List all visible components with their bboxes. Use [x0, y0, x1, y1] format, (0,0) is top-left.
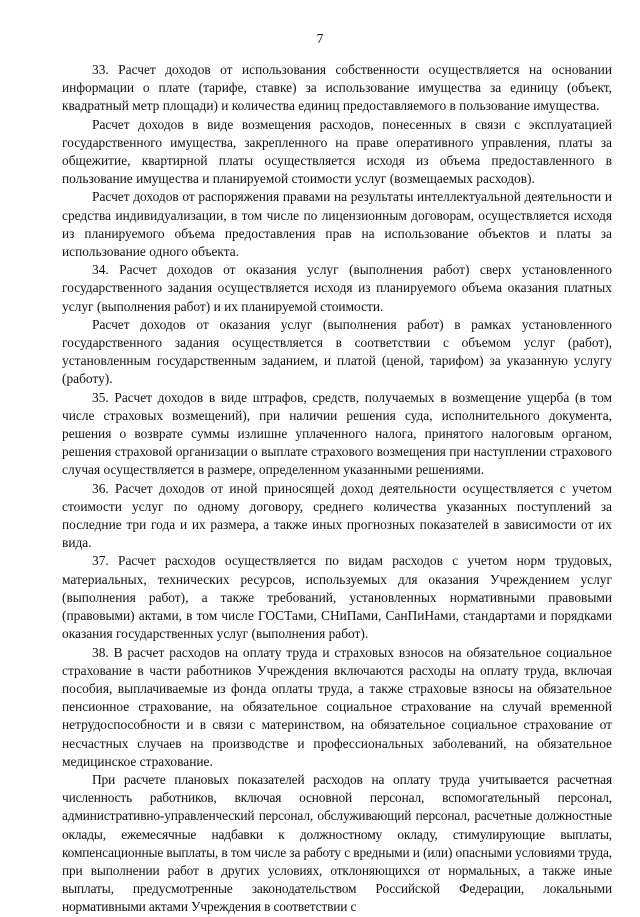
paragraph-38: 38. В расчет расходов на оплату труда и страховых взносов на обязательное социальное страхование в части работников Учреждения включаются расходы на оплату труда, включая пособия, выплачиваемые из фонда оплаты труда, а также страховые взносы на обязательное пенсионное страхование, на обязательное социальное страхование на случай временной нетрудоспособности и в связи с материнством, на обязательное социальное страхование от несчастных случаев на производстве и профессиональных заболеваний, на обязательное медицинское страхование.: [62, 644, 612, 769]
paragraph-payroll-planning: При расчете плановых показателей расходов на оплату труда учитывается расчетная численность работников, включая основной персонал, вспомогательный персонал, административно-управленческий персонал, обслуживающий персонал, расчетные должностные оклады, ежемесячные надбавки к должностному окладу, стимулирующие выплаты, компенсационные выплаты, в том числе за работу с вредными и (или) опасными условиями труда, при выполнении работ в других условиях, отклоняющихся от нормальных, а также иные выплаты, предусмотренные законодательством Российской Федерации, локальными нормативными актами Учреждения в соответствии с: [62, 771, 612, 915]
paragraph-34: 34. Расчет доходов от оказания услуг (выполнения работ) сверх установленного государственного задания осуществляется исходя из планируемого объема оказания платных услуг (выполнения работ) и их планируемой стоимости.: [62, 262, 612, 314]
paragraph-33: 33. Расчет доходов от использования собственности осуществляется на основании информации о плате (тарифе, ставке) за использование имущества за единицу (объект, квадратный метр площади) и количества единиц предоставляемого в пользование имущества.: [62, 62, 612, 114]
document-body: [62, 61, 612, 917]
paragraph-state-task-income: Расчет доходов от оказания услуг (выполнения работ) в рамках установленного государственного задания осуществляется в соответствии с объемом услуг (работ), установленным государственным заданием, и платой (ценой, тарифом) за указанную услугу (работу).: [62, 316, 612, 387]
page-number: 7: [316, 31, 324, 46]
paragraph-37: 37. Расчет расходов осуществляется по видам расходов с учетом норм трудовых, материальных, технических ресурсов, используемых для оказания Учреждением услуг (выполнения работ), а также требований, установленных нормативными правовыми (правовыми) актами, в том числе ГОСТами, СНиПами, СанПиНами, стандартами и порядками оказания государственных услуг (выполнения работ).: [62, 553, 612, 642]
paragraph-intellectual-property-income: Расчет доходов от распоряжения правами на результаты интеллектуальной деятельности и средства индивидуализации, в том числе по лицензионным договорам, осуществляется исходя из планируемого объема предоставления прав на использование объектов и платы за использование одного объекта.: [62, 189, 612, 260]
paragraph-36: 36. Расчет доходов от иной приносящей доход деятельности осуществляется с учетом стоимости услуг по одному договору, среднего количества указанных поступлений за последние три года и их размера, а также иных прогнозных показателей в зависимости от их вида.: [62, 480, 612, 551]
paragraph-35: 35. Расчет доходов в виде штрафов, средств, получаемых в возмещение ущерба (в том числе страховых возмещений), при наличии решения суда, исполнительного документа, решения о возврате суммы излишне уплаченного налога, принятого налоговым органом, решения страховой организации о выплате страхового возмещения при наступлении страхового случая осуществляется в размере, определенном указанными решениями.: [62, 389, 612, 478]
paragraph-reimbursement-income: Расчет доходов в виде возмещения расходов, понесенных в связи с эксплуатацией государственного имущества, закрепленного на праве оперативного управления, платы за общежитие, квартирной платы осуществляется исходя из объема предоставленного в пользование имущества и планируемой стоимости услуг (возмещаемых расходов).: [62, 116, 612, 187]
